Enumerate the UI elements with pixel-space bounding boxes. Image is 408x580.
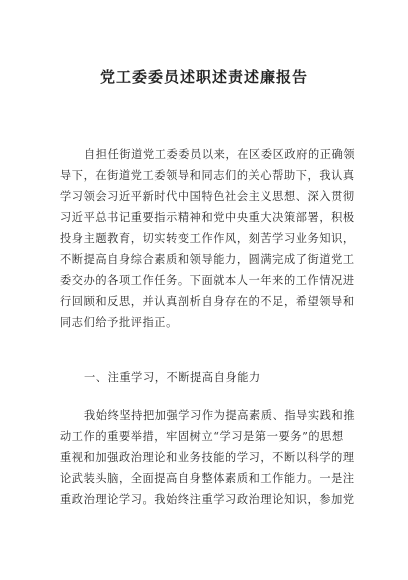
paragraph-line: 论武装头脑，全面提高自身整体素质和工作能力。一是注 <box>60 472 355 485</box>
paragraph-line: 重视和加强政治理论和业务技能的学习，不断以科学的理 <box>60 451 355 464</box>
section-heading: 一、注重学习，不断提高自身能力 <box>84 371 261 384</box>
paragraph-line: 投身主题教育，切实转变工作作风，刻苦学习业务知识， <box>60 232 355 245</box>
paragraph-line: 导下，在街道党工委领导和同志们的关心帮助下，我认真 <box>60 169 355 182</box>
paragraph-line: 动工作的重要举措，牢固树立“学习是第一要务”的思想 <box>60 430 344 443</box>
paragraph-line: 重政治理论学习。我始终注重学习政治理论知识，参加党 <box>60 493 355 506</box>
paragraph-line: 委交办的各项工作任务。下面就本人一年来的工作情况进 <box>60 274 355 287</box>
paragraph-line: 自担任街道党工委委员以来，在区委区政府的正确领 <box>84 148 356 161</box>
paragraph-line: 同志们给予批评指正。 <box>60 316 178 329</box>
paragraph-line: 学习领会习近平新时代中国特色社会主义思想、深入贯彻 <box>60 190 355 203</box>
paragraph-line: 习近平总书记重要指示精神和党中央重大决策部署，积极 <box>60 211 355 224</box>
paragraph-line: 行回顾和反思，并认真剖析自身存在的不足，希望领导和 <box>60 295 355 308</box>
paragraph-line: 我始终坚持把加强学习作为提高素质、指导实践和推 <box>84 409 356 422</box>
document-title: 党工委委员述职述责述廉报告 <box>99 68 308 86</box>
paragraph-line: 不断提高自身综合素质和领导能力，圆满完成了街道党工 <box>60 253 355 266</box>
